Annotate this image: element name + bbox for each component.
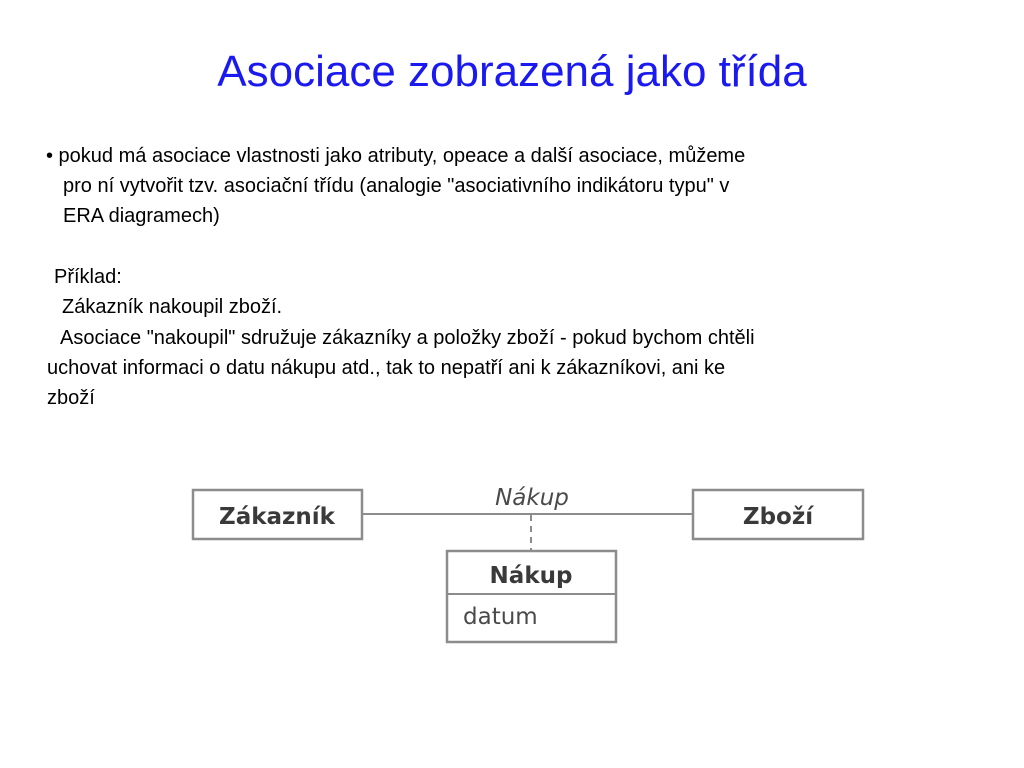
association-class-box bbox=[447, 551, 616, 642]
example-text-line-3: uchovat informaci o datu nákupu atd., tak to nepatří ani k zákazníkovi, ani ke bbox=[47, 357, 726, 379]
bullet-text-line-2: pro ní vytvořit tzv. asociační třídu (analogie "asociativního indikátoru typu" v bbox=[63, 175, 730, 197]
example-text-line-4: zboží bbox=[47, 387, 95, 409]
slide-title: Asociace zobrazená jako třída bbox=[217, 47, 807, 96]
example-text-line-2: Asociace "nakoupil" sdružuje zákazníky a položky zboží - pokud bychom chtěli bbox=[60, 327, 755, 349]
bullet-text-line-1: • pokud má asociace vlastnosti jako atributy, opeace a další asociace, můžeme bbox=[46, 145, 746, 167]
class-box-goods bbox=[693, 490, 863, 539]
class-customer-name: Zákazník bbox=[219, 504, 335, 530]
example-text-line-1: Zákazník nakoupil zboží. bbox=[62, 296, 283, 318]
association-class-name: Nákup bbox=[489, 563, 573, 589]
class-box-customer bbox=[193, 490, 362, 539]
bullet-text-line-3: ERA diagramech) bbox=[63, 205, 220, 227]
class-goods-name: Zboží bbox=[742, 504, 814, 530]
association-class-attribute: datum bbox=[463, 604, 538, 630]
example-label: Příklad: bbox=[54, 266, 122, 288]
association-label: Nákup bbox=[495, 485, 569, 511]
